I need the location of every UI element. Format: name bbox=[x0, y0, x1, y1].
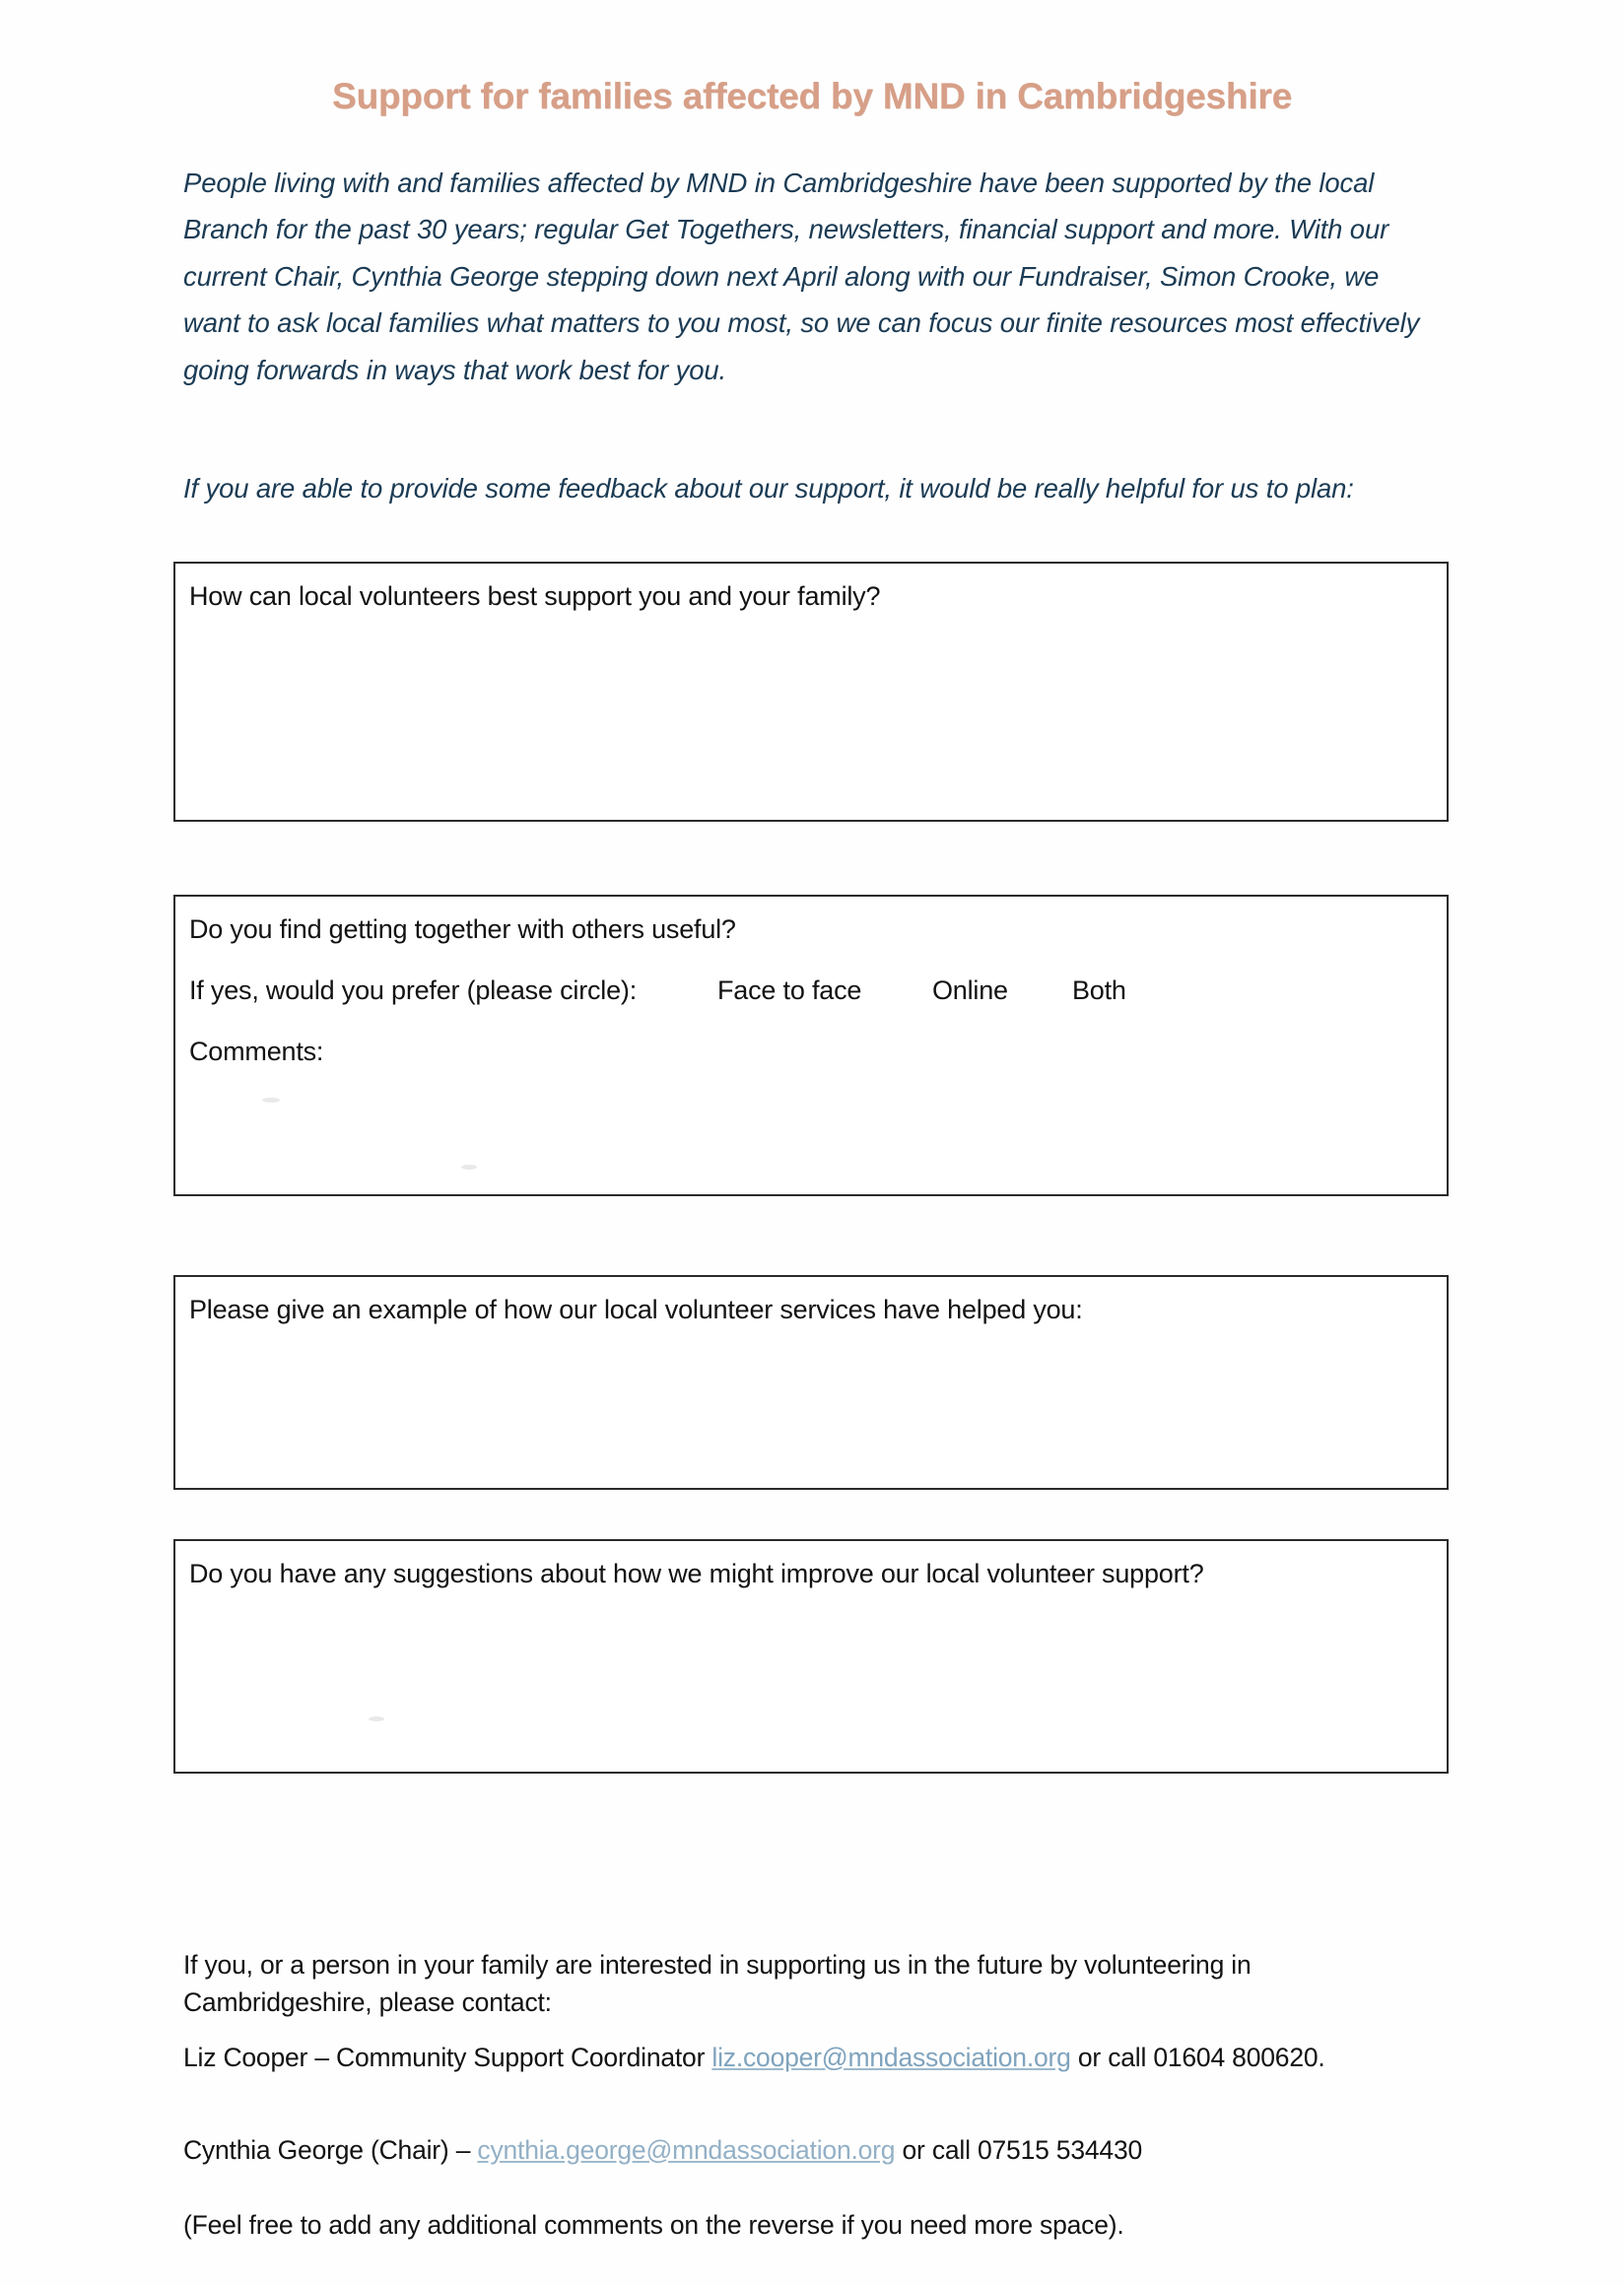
scan-artifact bbox=[262, 1098, 280, 1103]
contact-line-liz-cooper bbox=[183, 2039, 1445, 2076]
question-3-label: Please give an example of how our local volunteer services have helped you: bbox=[189, 1295, 1083, 1324]
question-box-3[interactable] bbox=[173, 1275, 1449, 1490]
scan-artifact bbox=[369, 1716, 384, 1721]
intro-paragraph-1: People living with and families affected by MND in Cambridgeshire have been supported by the local Branch for the past 30 years; regular Get Togethers, newsletters, financial support and more. With our current Chair, Cynthia George stepping down next April along with our Fundraiser, Simon Crooke, we want to ask local families what matters to you most, so we can focus our finite resources most effectively going forwards in ways that work best for you. bbox=[183, 167, 1420, 385]
question-box-4[interactable] bbox=[173, 1539, 1449, 1774]
additional-comments-note: (Feel free to add any additional comments on the reverse if you need more space). bbox=[183, 2209, 1124, 2240]
scan-artifact bbox=[461, 1165, 477, 1170]
question-2-comments-label: Comments: bbox=[189, 1037, 324, 1066]
contact-phone: or call 01604 800620. bbox=[1070, 2042, 1325, 2072]
question-1-label: How can local volunteers best support you and your family? bbox=[189, 581, 881, 611]
page-title: Support for families affected by MND in Cambridgeshire bbox=[332, 75, 1292, 116]
option-face-to-face[interactable]: Face to face bbox=[717, 975, 862, 1005]
contact-line-cynthia-george bbox=[183, 2131, 1445, 2169]
email-link-cynthia-george[interactable]: cynthia.george@mndassociation.org bbox=[477, 2134, 896, 2165]
contact-phone: or call 07515 534430 bbox=[895, 2134, 1143, 2165]
option-both[interactable]: Both bbox=[1072, 975, 1126, 1005]
intro-paragraph-2: If you are able to provide some feedback about our support, it would be really helpful for us to plan: bbox=[183, 472, 1354, 504]
question-2-prefer-label: If yes, would you prefer (please circle): bbox=[189, 975, 637, 1005]
question-2-label: Do you find getting together with others useful? bbox=[189, 914, 736, 944]
question-box-2[interactable] bbox=[173, 895, 1449, 1196]
contact-name-role: Liz Cooper – Community Support Coordinator bbox=[183, 2042, 712, 2072]
email-link-liz-cooper[interactable]: liz.cooper@mndassociation.org bbox=[711, 2042, 1071, 2072]
option-online[interactable]: Online bbox=[932, 975, 1008, 1005]
question-4-label: Do you have any suggestions about how we might improve our local volunteer support? bbox=[189, 1559, 1204, 1588]
contact-name-role: Cynthia George (Chair) – bbox=[183, 2134, 478, 2165]
volunteer-intro-text: If you, or a person in your family are interested in supporting us in the future by volunteering in Cambridgeshire, please contact: bbox=[183, 1949, 1252, 2017]
question-box-1[interactable] bbox=[173, 562, 1449, 822]
